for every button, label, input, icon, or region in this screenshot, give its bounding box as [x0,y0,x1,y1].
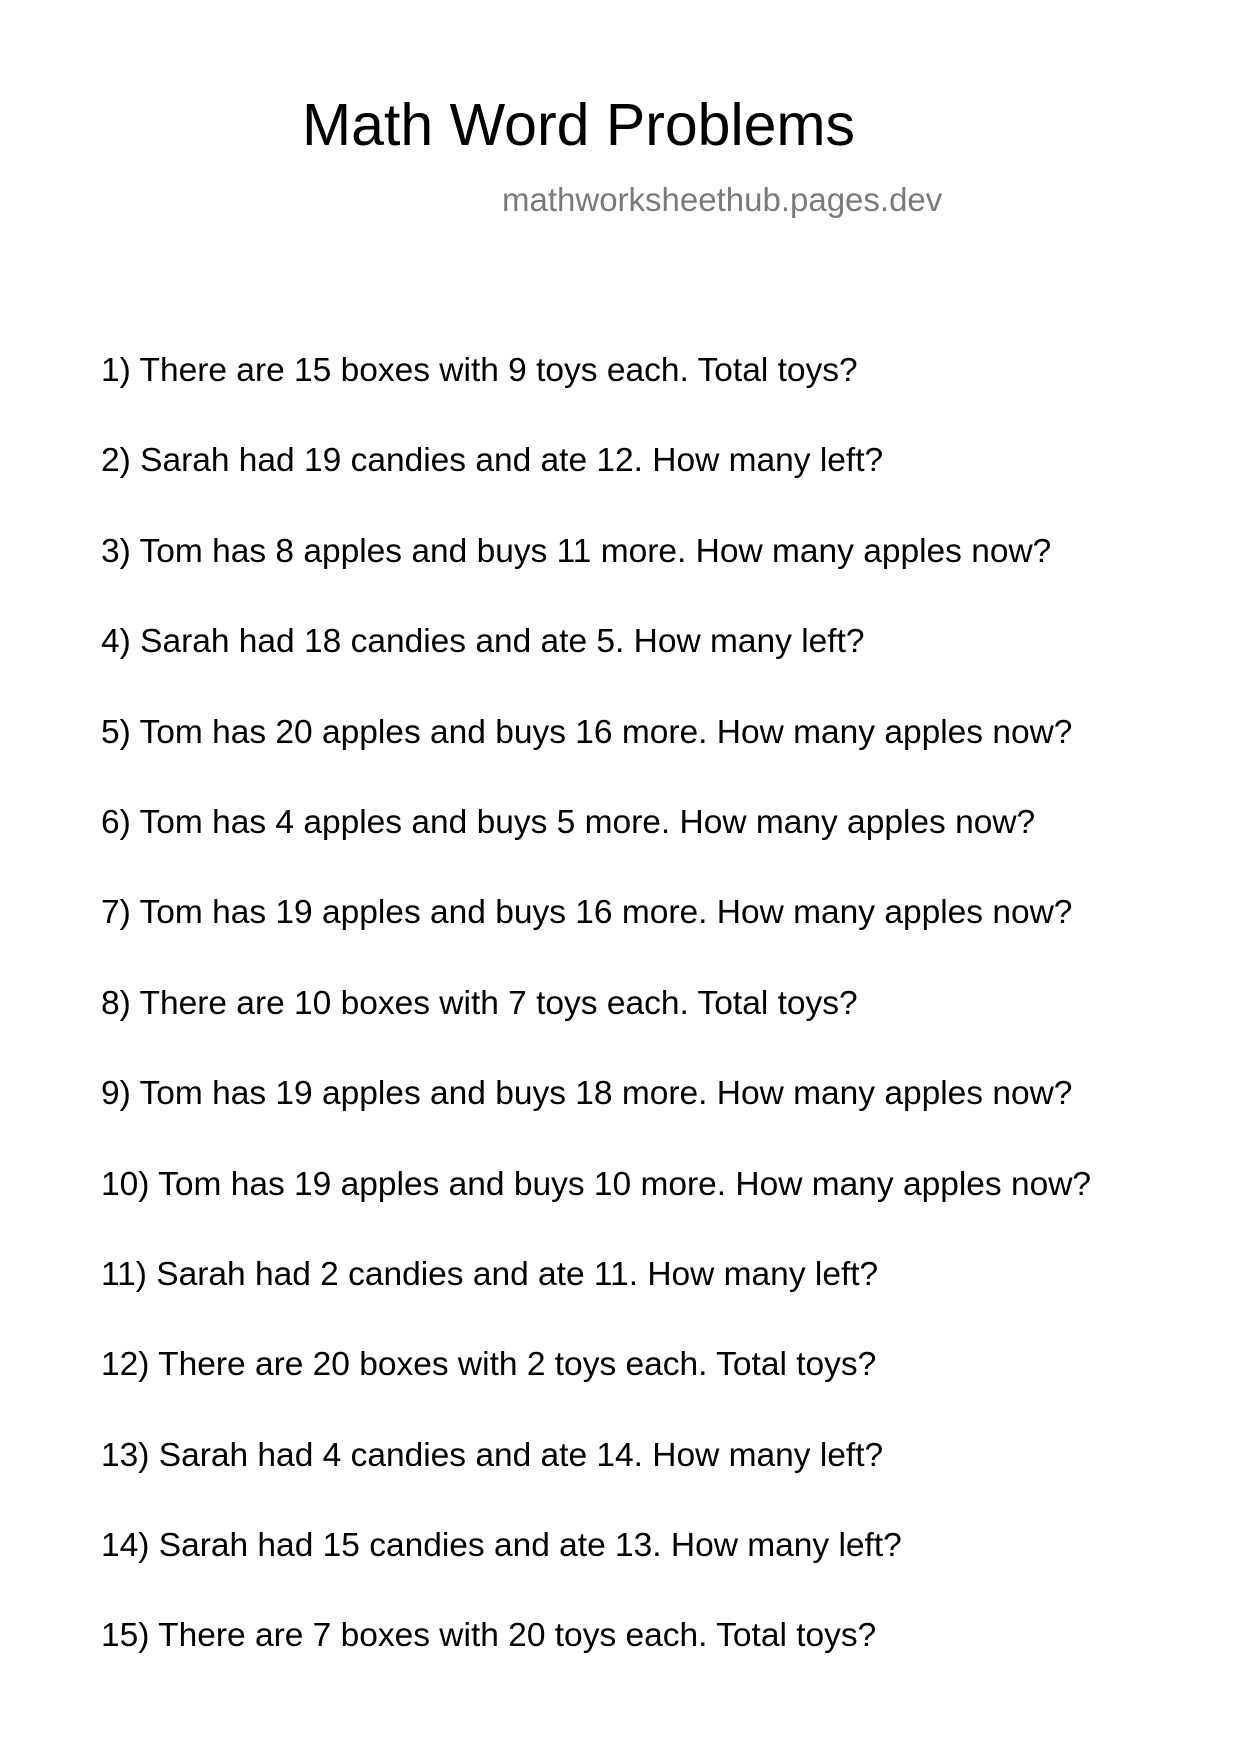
problem-14: 14) Sarah had 15 candies and ate 13. How many left? [101,1527,902,1565]
problem-1: 1) There are 15 boxes with 9 toys each. Total toys? [101,352,858,389]
problem-9: 9) Tom has 19 apples and buys 18 more. How many apples now? [101,1075,1073,1113]
problem-list [101,351,1091,1707]
page-title: Math Word Problems [302,92,856,158]
problem-2: 2) Sarah had 19 candies and ate 12. How many left? [101,442,884,480]
problem-10: 10) Tom has 19 apples and buys 10 more. How many apples now? [101,1165,1092,1203]
problem-15: 15) There are 7 boxes with 20 toys each. Total toys? [101,1617,877,1655]
problem-4: 4) Sarah had 18 candies and ate 5. How many left? [101,623,865,661]
source-url: mathworksheethub.pages.dev [502,181,943,218]
problem-12: 12) There are 20 boxes with 2 toys each. Total toys? [101,1346,877,1384]
problem-11: 11) Sarah had 2 candies and ate 11. How many left? [101,1255,879,1293]
problem-8: 8) There are 10 boxes with 7 toys each. Total toys? [101,984,858,1022]
problem-7: 7) Tom has 19 apples and buys 16 more. How many apples now? [101,894,1073,932]
problem-13: 13) Sarah had 4 candies and ate 14. How many left? [101,1436,884,1474]
problem-5: 5) Tom has 20 apples and buys 16 more. How many apples now? [101,713,1073,751]
problem-6: 6) Tom has 4 apples and buys 5 more. How many apples now? [101,803,1036,841]
problem-3: 3) Tom has 8 apples and buys 11 more. How many apples now? [101,532,1052,570]
